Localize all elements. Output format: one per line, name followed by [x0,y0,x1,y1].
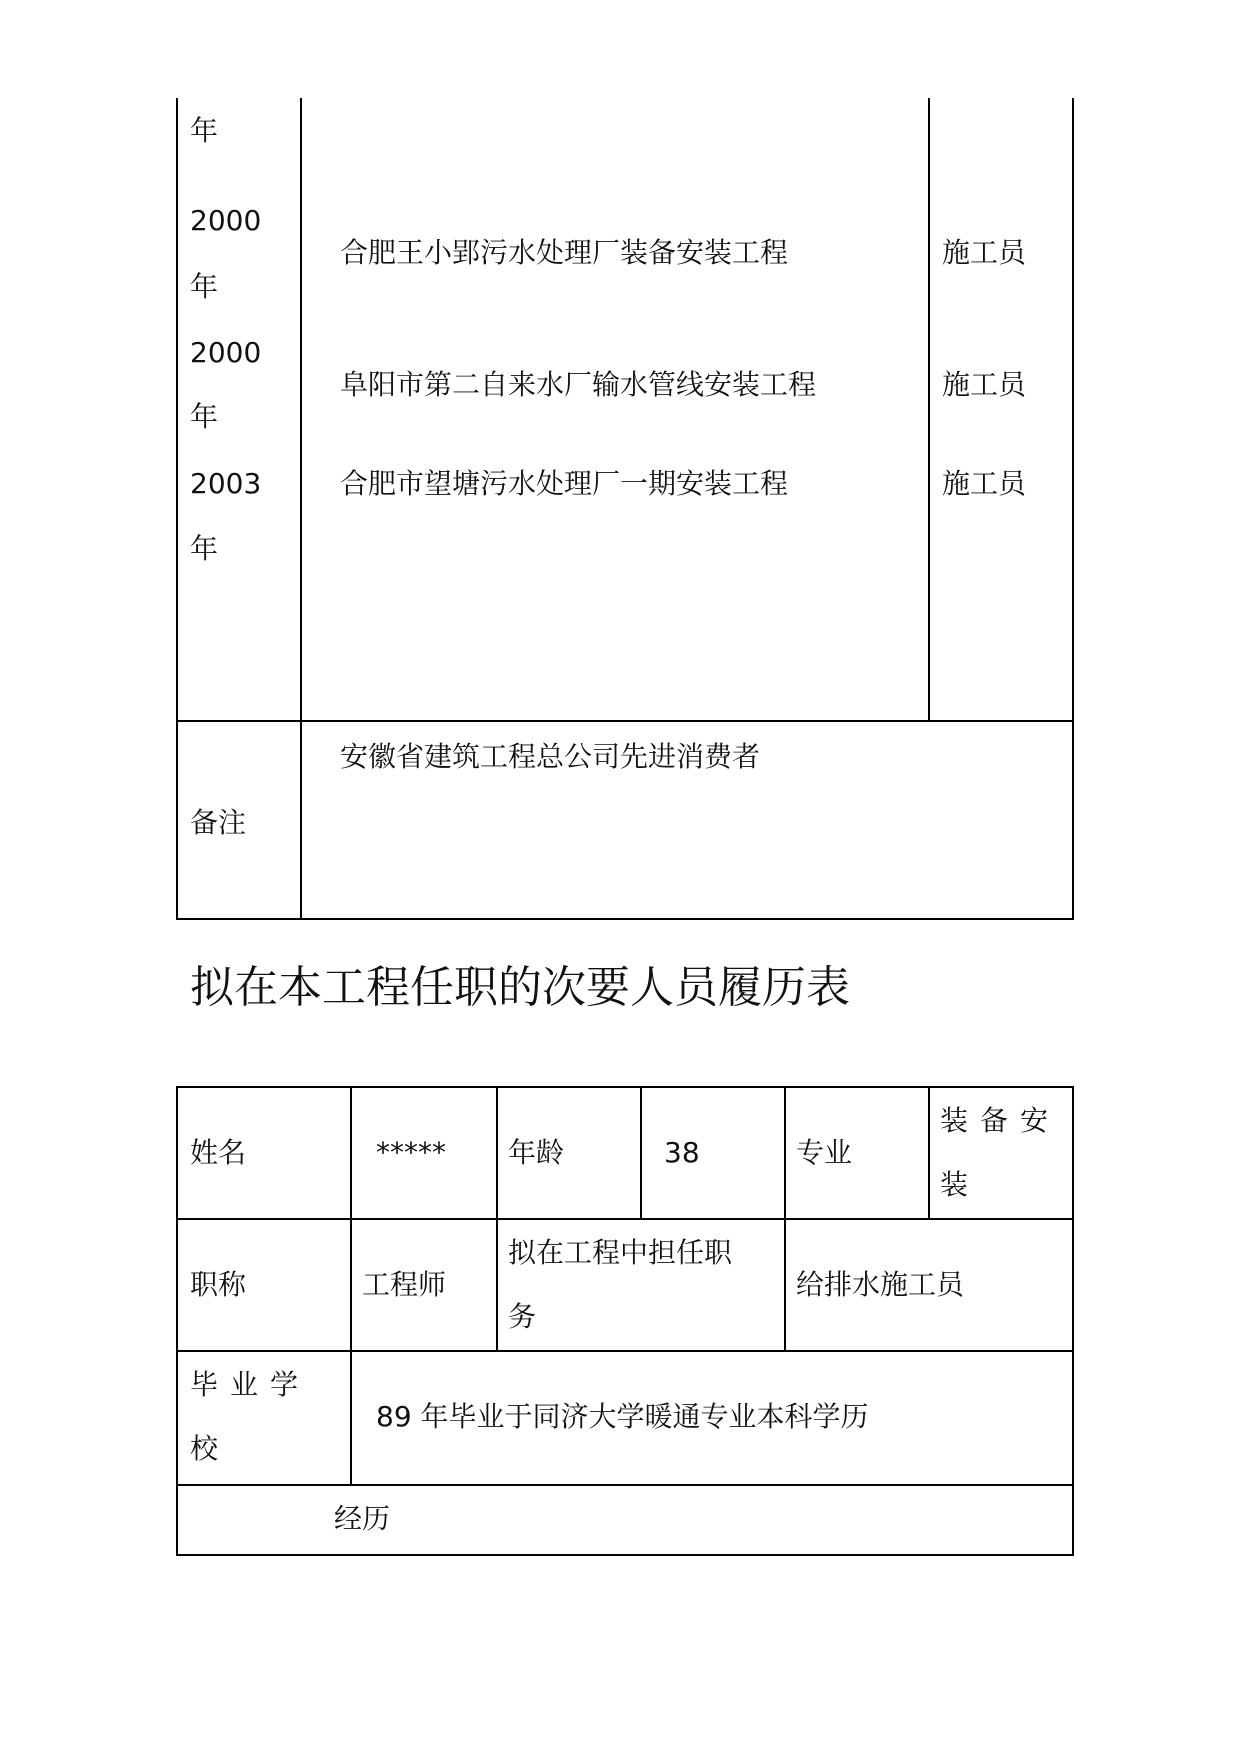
form-top-border [176,1086,1074,1088]
form-row-divider-2 [176,1350,1074,1352]
position-label-line1: 拟在工程中担任职 [508,1236,733,1269]
project-role-0: 施工员 [942,236,1027,269]
row1-divider-b [640,1086,642,1220]
project-name-1: 阜阳市第二自来水厂输水管线安装工程 [340,368,817,401]
year-value-3: 2003 [190,467,262,500]
table-right-border [1072,98,1074,920]
table-divider-1 [300,98,302,920]
experience-label: 经历 [334,1502,391,1535]
age-value: 38 [664,1136,700,1169]
table-row-divider [176,720,1074,722]
form-col-divider [350,1086,352,1486]
school-label-line1: 毕业学 [190,1368,311,1401]
school-value: 89 年毕业于同济大学暖通专业本科学历 [376,1400,869,1433]
form-bottom-border [176,1554,1074,1556]
row1-divider-d [928,1086,930,1220]
project-role-1: 施工员 [942,368,1027,401]
form-row-divider-3 [176,1484,1074,1486]
year-unit-0: 年 [190,114,219,147]
row1-divider-a [496,1086,498,1352]
remarks-label: 备注 [190,806,247,839]
project-name-2: 合肥市望塘污水处理厂一期安装工程 [340,467,789,500]
project-role-2: 施工员 [942,467,1027,500]
year-unit-3: 年 [190,532,219,565]
year-value-2: 2000 [190,336,262,369]
table-left-border [176,98,178,920]
position-label-line2: 务 [508,1300,537,1333]
table-bottom-border [176,918,1074,920]
project-name-0: 合肥王小郢污水处理厂装备安装工程 [340,236,789,269]
year-unit-1: 年 [190,270,219,303]
table-divider-2 [928,98,930,722]
major-label: 专业 [796,1136,853,1169]
remarks-value: 安徽省建筑工程总公司先进消费者 [340,740,761,773]
title-value: 工程师 [362,1268,447,1301]
year-unit-2: 年 [190,400,219,433]
major-value-line1: 装备安 [940,1104,1061,1137]
school-label-line2: 校 [190,1432,219,1465]
year-value-1: 2000 [190,204,262,237]
name-value: ***** [376,1136,446,1169]
form-title: 拟在本工程任职的次要人员履历表 [190,962,850,1013]
name-label: 姓名 [190,1136,247,1169]
title-label: 职称 [190,1268,247,1301]
form-row-divider-1 [176,1218,1074,1220]
row1-divider-c [784,1086,786,1352]
age-label: 年龄 [508,1136,565,1169]
major-value-line2: 装 [940,1168,969,1201]
position-value: 给排水施工员 [796,1268,965,1301]
